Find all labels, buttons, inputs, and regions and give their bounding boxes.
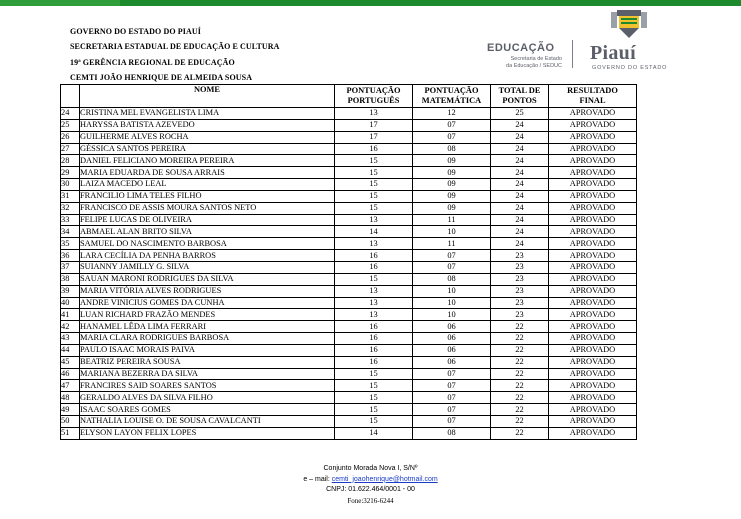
final-result: APROVADO — [549, 226, 637, 238]
total-points: 22 — [491, 344, 549, 356]
final-result: APROVADO — [549, 273, 637, 285]
student-name: MARIANA BEZERRA DA SILVA — [80, 368, 335, 380]
total-points: 22 — [491, 404, 549, 416]
score-portugues: 15 — [335, 368, 413, 380]
final-result: APROVADO — [549, 155, 637, 167]
row-number: 47 — [61, 380, 80, 392]
footer-email-link[interactable]: cemti_joaohenrique@hotmail.com — [331, 475, 438, 483]
header-resultado: RESULTADO FINAL — [549, 85, 637, 108]
table-row — [61, 167, 637, 179]
student-name: SAUAN MARONI RODRIGUES DA SILVA — [80, 273, 335, 285]
footer-email-label: e – mail: — [303, 475, 330, 483]
score-matematica: 07 — [413, 415, 491, 427]
total-points: 24 — [491, 214, 549, 226]
score-portugues: 16 — [335, 333, 413, 345]
header-matematica: PONTUAÇÃO MATEMÁTICA — [413, 85, 491, 108]
row-number: 34 — [61, 226, 80, 238]
final-result: APROVADO — [549, 190, 637, 202]
final-result: APROVADO — [549, 238, 637, 250]
row-number: 42 — [61, 321, 80, 333]
total-points: 22 — [491, 415, 549, 427]
final-result: APROVADO — [549, 297, 637, 309]
score-portugues: 15 — [335, 415, 413, 427]
row-number: 44 — [61, 344, 80, 356]
header-line-school: CEMTI JOÃO HENRIQUE DE ALMEIDA SOUSA — [70, 72, 253, 82]
score-portugues: 15 — [335, 167, 413, 179]
total-points: 24 — [491, 131, 549, 143]
student-name: NATHALIA LOUISE O. DE SOUSA CAVALCANTI — [80, 415, 335, 427]
row-number: 26 — [61, 131, 80, 143]
final-result: APROVADO — [549, 250, 637, 262]
footer-phone: Fone:3216-6244 — [347, 496, 394, 505]
table-row — [61, 380, 637, 392]
score-matematica: 09 — [413, 155, 491, 167]
footer-address: Conjunto Morada Nova I, S/Nº — [323, 465, 418, 472]
score-matematica: 09 — [413, 190, 491, 202]
student-name: GÉSSICA SANTOS PEREIRA — [80, 143, 335, 155]
table-row — [61, 368, 637, 380]
table-row — [61, 226, 637, 238]
top-green-bar-accent — [0, 0, 120, 6]
final-result: APROVADO — [549, 167, 637, 179]
row-number: 50 — [61, 415, 80, 427]
final-result: APROVADO — [549, 131, 637, 143]
student-name: MARIA EDUARDA DE SOUSA ARRAIS — [80, 167, 335, 179]
final-result: APROVADO — [549, 321, 637, 333]
student-name: GERALDO ALVES DA SILVA FILHO — [80, 392, 335, 404]
table-row — [61, 190, 637, 202]
score-portugues: 17 — [335, 131, 413, 143]
student-name: FRANCIRES SAID SOARES SANTOS — [80, 380, 335, 392]
table-row — [61, 238, 637, 250]
score-matematica: 08 — [413, 143, 491, 155]
score-portugues: 16 — [335, 143, 413, 155]
state-crest-icon — [607, 8, 651, 42]
score-matematica: 07 — [413, 119, 491, 131]
total-points: 25 — [491, 108, 549, 120]
student-name: LARA CECÍLIA DA PENHA BARROS — [80, 250, 335, 262]
score-matematica: 06 — [413, 321, 491, 333]
total-points: 22 — [491, 356, 549, 368]
score-matematica: 06 — [413, 344, 491, 356]
row-number: 30 — [61, 179, 80, 191]
total-points: 23 — [491, 250, 549, 262]
table-row — [61, 297, 637, 309]
row-number: 41 — [61, 309, 80, 321]
table-row — [61, 392, 637, 404]
total-points: 23 — [491, 309, 549, 321]
total-points: 22 — [491, 368, 549, 380]
footer-cnpj: CNPJ: 01.622.464/0001 - 00 — [326, 486, 415, 493]
score-matematica: 11 — [413, 238, 491, 250]
table-row — [61, 273, 637, 285]
table-row — [61, 427, 637, 439]
student-name: SAMUEL DO NASCIMENTO BARBOSA — [80, 238, 335, 250]
total-points: 23 — [491, 297, 549, 309]
final-result: APROVADO — [549, 392, 637, 404]
student-name: PAULO ISAAC MORAIS PAIVA — [80, 344, 335, 356]
score-matematica: 07 — [413, 131, 491, 143]
score-portugues: 16 — [335, 344, 413, 356]
table-row — [61, 179, 637, 191]
score-portugues: 16 — [335, 321, 413, 333]
footer-email-line — [0, 475, 741, 486]
score-portugues: 16 — [335, 250, 413, 262]
header-portugues: PONTUAÇÃO PORTUGUÊS — [335, 85, 413, 108]
row-number: 46 — [61, 368, 80, 380]
score-portugues: 14 — [335, 226, 413, 238]
final-result: APROVADO — [549, 202, 637, 214]
row-number: 33 — [61, 214, 80, 226]
score-portugues: 15 — [335, 155, 413, 167]
table-row — [61, 214, 637, 226]
piaui-wordmark: Piauí — [590, 42, 636, 64]
student-name: LUAN RICHARD FRAZÃO MENDES — [80, 309, 335, 321]
score-matematica: 09 — [413, 167, 491, 179]
educacao-wordmark: EDUCAÇÃO — [487, 42, 555, 54]
student-name: HANAMEL LÊDA LIMA FERRARI — [80, 321, 335, 333]
table-row — [61, 404, 637, 416]
header-name: NOME — [80, 85, 335, 108]
row-number: 29 — [61, 167, 80, 179]
student-name: GUILHERME ALVES ROCHA — [80, 131, 335, 143]
score-portugues: 15 — [335, 179, 413, 191]
row-number: 25 — [61, 119, 80, 131]
row-number: 43 — [61, 333, 80, 345]
row-number: 36 — [61, 250, 80, 262]
final-result: APROVADO — [549, 179, 637, 191]
row-number: 31 — [61, 190, 80, 202]
table-header-row — [61, 85, 637, 108]
score-portugues: 15 — [335, 392, 413, 404]
table-row — [61, 108, 637, 120]
final-result: APROVADO — [549, 309, 637, 321]
row-number: 24 — [61, 108, 80, 120]
row-number: 49 — [61, 404, 80, 416]
score-matematica: 09 — [413, 202, 491, 214]
table-row — [61, 202, 637, 214]
table-row — [61, 321, 637, 333]
final-result: APROVADO — [549, 380, 637, 392]
score-matematica: 10 — [413, 226, 491, 238]
final-result: APROVADO — [549, 261, 637, 273]
total-points: 24 — [491, 190, 549, 202]
final-result: APROVADO — [549, 143, 637, 155]
score-portugues: 15 — [335, 190, 413, 202]
table-row — [61, 250, 637, 262]
table-row — [61, 143, 637, 155]
score-matematica: 06 — [413, 333, 491, 345]
table-row — [61, 119, 637, 131]
table-row — [61, 131, 637, 143]
government-logo — [482, 8, 682, 70]
final-result: APROVADO — [549, 415, 637, 427]
table-row — [61, 309, 637, 321]
row-number: 35 — [61, 238, 80, 250]
score-portugues: 17 — [335, 119, 413, 131]
student-name: CRISTINA MEL EVANGELISTA LIMA — [80, 108, 335, 120]
total-points: 22 — [491, 427, 549, 439]
score-portugues: 15 — [335, 273, 413, 285]
total-points: 24 — [491, 143, 549, 155]
total-points: 24 — [491, 179, 549, 191]
score-matematica: 11 — [413, 214, 491, 226]
logo-divider — [572, 40, 573, 68]
final-result: APROVADO — [549, 333, 637, 345]
score-matematica: 07 — [413, 250, 491, 262]
total-points: 24 — [491, 202, 549, 214]
student-name: MARIA CLARA RODRIGUES BARBOSA — [80, 333, 335, 345]
score-matematica: 06 — [413, 356, 491, 368]
score-portugues: 16 — [335, 356, 413, 368]
final-result: APROVADO — [549, 368, 637, 380]
row-number: 39 — [61, 285, 80, 297]
score-portugues: 13 — [335, 214, 413, 226]
score-matematica: 10 — [413, 297, 491, 309]
total-points: 22 — [491, 321, 549, 333]
final-result: APROVADO — [549, 285, 637, 297]
score-portugues: 15 — [335, 202, 413, 214]
total-points: 23 — [491, 273, 549, 285]
score-matematica: 10 — [413, 285, 491, 297]
student-name: HARYSSA BATISTA AZEVEDO — [80, 119, 335, 131]
score-portugues: 13 — [335, 285, 413, 297]
final-result: APROVADO — [549, 214, 637, 226]
document-header — [70, 24, 280, 85]
final-result: APROVADO — [549, 119, 637, 131]
row-number: 32 — [61, 202, 80, 214]
score-portugues: 13 — [335, 108, 413, 120]
row-number: 40 — [61, 297, 80, 309]
header-total: TOTAL DE PONTOS — [491, 85, 549, 108]
total-points: 23 — [491, 261, 549, 273]
header-line-gerencia: 19ª GERÊNCIA REGIONAL DE EDUCAÇÃO — [70, 57, 235, 67]
score-portugues: 14 — [335, 427, 413, 439]
score-portugues: 13 — [335, 297, 413, 309]
score-matematica: 07 — [413, 392, 491, 404]
student-name: FRANCISCO DE ASSIS MOURA SANTOS NETO — [80, 202, 335, 214]
total-points: 24 — [491, 119, 549, 131]
student-name: DANIEL FELICIANO MOREIRA PEREIRA — [80, 155, 335, 167]
row-number: 48 — [61, 392, 80, 404]
piaui-subtitle: GOVERNO DO ESTADO — [592, 65, 668, 71]
student-name: BEATRIZ PEREIRA SOUSA — [80, 356, 335, 368]
row-number: 37 — [61, 261, 80, 273]
student-name: MARIA VITÓRIA ALVES RODRIGUES — [80, 285, 335, 297]
student-name: ABMAEL ALAN BRITO SILVA — [80, 226, 335, 238]
row-number: 51 — [61, 427, 80, 439]
table-row — [61, 261, 637, 273]
student-name: ISAAC SOARES GOMES — [80, 404, 335, 416]
score-portugues: 13 — [335, 238, 413, 250]
student-name: ANDRE VINICIUS GOMES DA CUNHA — [80, 297, 335, 309]
final-result: APROVADO — [549, 108, 637, 120]
score-matematica: 12 — [413, 108, 491, 120]
total-points: 22 — [491, 380, 549, 392]
score-matematica: 07 — [413, 368, 491, 380]
total-points: 24 — [491, 167, 549, 179]
total-points: 24 — [491, 238, 549, 250]
score-matematica: 08 — [413, 427, 491, 439]
student-name: ELYSON LAYON FELIX LOPES — [80, 427, 335, 439]
total-points: 23 — [491, 285, 549, 297]
score-portugues: 15 — [335, 404, 413, 416]
score-matematica: 07 — [413, 261, 491, 273]
score-portugues: 13 — [335, 309, 413, 321]
score-matematica: 07 — [413, 404, 491, 416]
student-name: FELIPE LUCAS DE OLIVEIRA — [80, 214, 335, 226]
table-row — [61, 415, 637, 427]
total-points: 22 — [491, 392, 549, 404]
total-points: 24 — [491, 226, 549, 238]
header-num — [61, 85, 80, 108]
final-result: APROVADO — [549, 427, 637, 439]
final-result: APROVADO — [549, 404, 637, 416]
score-matematica: 10 — [413, 309, 491, 321]
document-footer — [0, 464, 741, 506]
score-matematica: 07 — [413, 380, 491, 392]
student-name: LAIZA MACEDO LEAL — [80, 179, 335, 191]
table-row — [61, 285, 637, 297]
score-portugues: 15 — [335, 380, 413, 392]
score-matematica: 09 — [413, 179, 491, 191]
header-line-government: GOVERNO DO ESTADO DO PIAUÍ — [70, 27, 201, 36]
score-matematica: 08 — [413, 273, 491, 285]
total-points: 22 — [491, 333, 549, 345]
row-number: 28 — [61, 155, 80, 167]
row-number: 27 — [61, 143, 80, 155]
final-result: APROVADO — [549, 356, 637, 368]
student-name: SUIANNY JAMILLY G. SILVA — [80, 261, 335, 273]
results-table — [60, 84, 637, 440]
table-row — [61, 155, 637, 167]
row-number: 38 — [61, 273, 80, 285]
final-result: APROVADO — [549, 344, 637, 356]
student-name: FRANCILIO LIMA TELES FILHO — [80, 190, 335, 202]
row-number: 45 — [61, 356, 80, 368]
educacao-subtitle: Secretaria de Estado da Educação / SEDUC — [506, 56, 562, 69]
table-row — [61, 356, 637, 368]
table-row — [61, 333, 637, 345]
header-line-secretaria: SECRETARIA ESTADUAL DE EDUCAÇÃO E CULTURA — [70, 42, 280, 52]
total-points: 24 — [491, 155, 549, 167]
score-portugues: 16 — [335, 261, 413, 273]
table-row — [61, 344, 637, 356]
